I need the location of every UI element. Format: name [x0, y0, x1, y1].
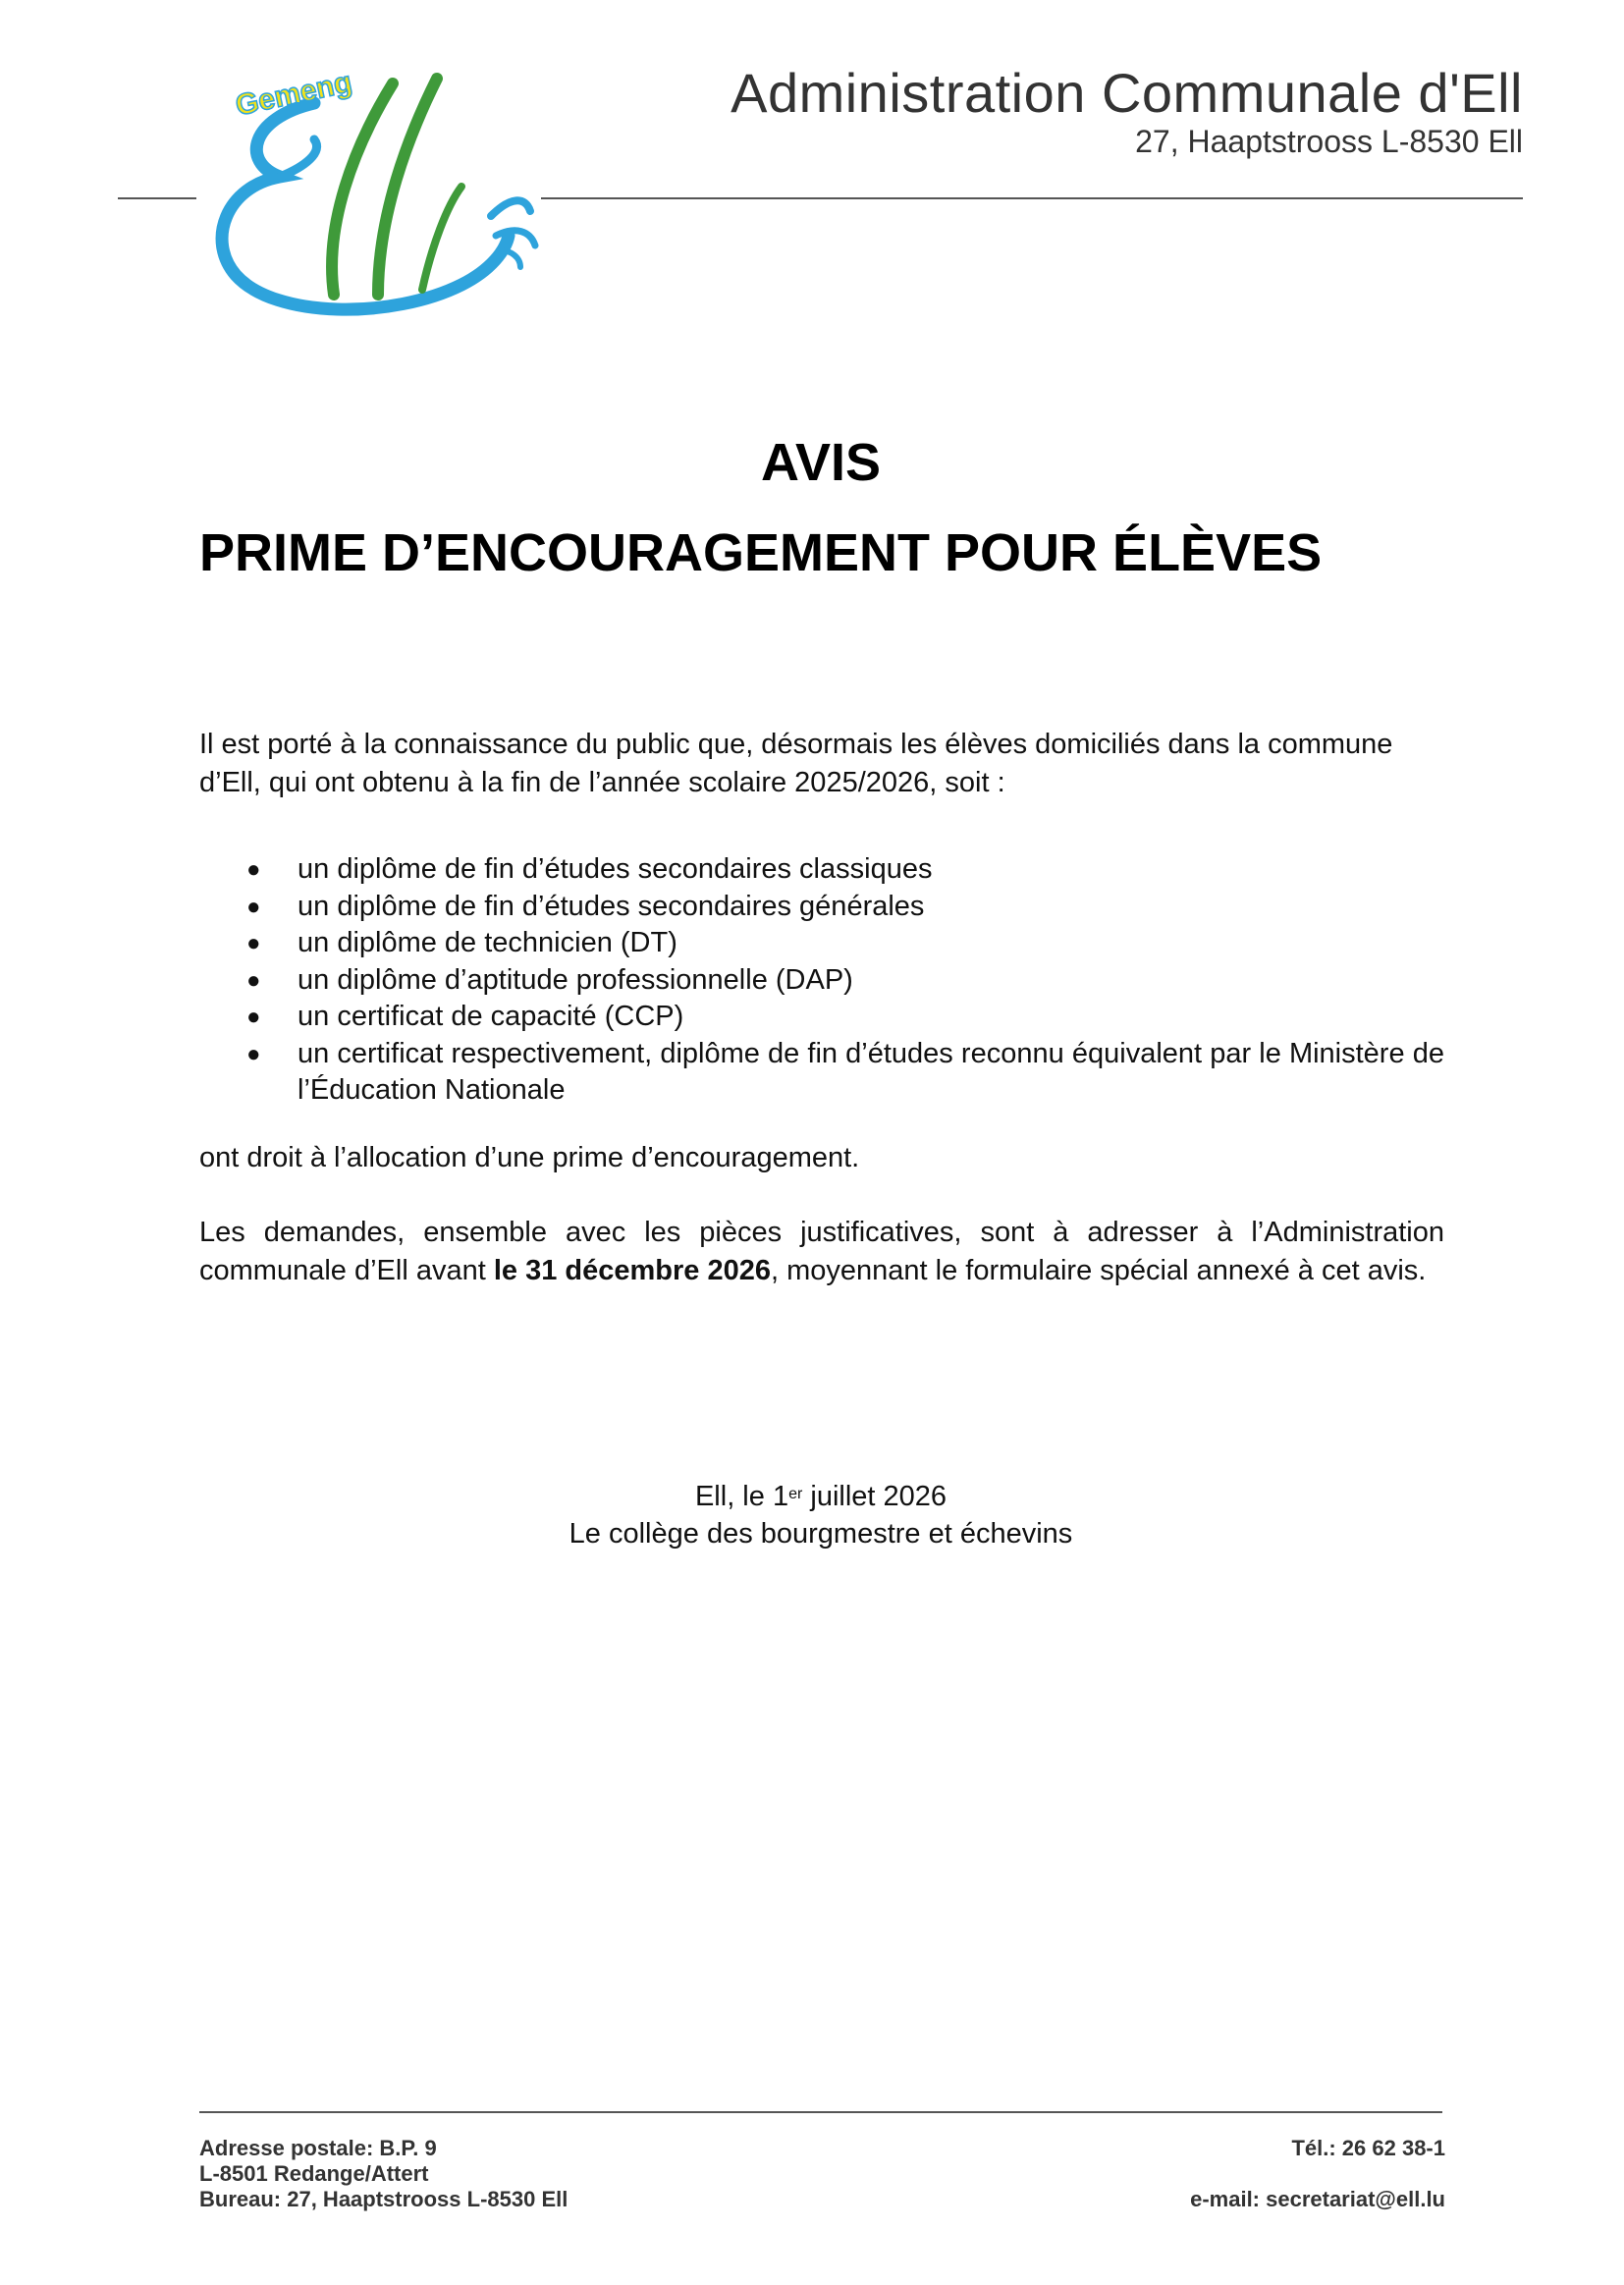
- date-rest: juillet 2026: [802, 1481, 947, 1512]
- list-item-text: un diplôme de fin d’études secondaires générales: [298, 890, 925, 922]
- footer-office-address: Bureau: 27, Haaptstrooss L-8530 Ell: [199, 2187, 568, 2211]
- list-item-text: un certificat respectivement, diplôme de fin d’études reconnu équivalent par le Ministère de l’Éducation Nationale: [298, 1037, 1444, 1106]
- bullet-icon: ●: [246, 856, 261, 883]
- list-item: [199, 889, 1444, 926]
- list-item-text: un certificat de capacité (CCP): [298, 1001, 684, 1032]
- logo-blue-curl: [280, 139, 317, 177]
- list-item-text: un diplôme d’aptitude professionnelle (DAP): [298, 963, 853, 996]
- list-item: [199, 1036, 1444, 1110]
- list-item: [199, 925, 1444, 962]
- bullet-icon: ●: [246, 1040, 261, 1067]
- bullet-icon: ●: [246, 893, 261, 920]
- list-item: [199, 999, 1444, 1036]
- commune-logo: [196, 49, 550, 334]
- footer-postal-city: L-8501 Redange/Attert: [199, 2161, 429, 2186]
- date-ordinal: er: [788, 1486, 803, 1502]
- notice-title: AVIS: [760, 433, 882, 492]
- demand-paragraph: [199, 1214, 1444, 1290]
- header-rule-right: [541, 197, 1523, 199]
- bullet-icon: ●: [246, 966, 261, 994]
- footer-postal-address: Adresse postale: B.P. 9: [199, 2136, 437, 2160]
- footer-email: e-mail: secretariat@ell.lu: [1190, 2187, 1445, 2211]
- logo-text: Gemeng: [233, 66, 355, 123]
- organization-address: 27, Haaptstrooss L-8530 Ell: [1135, 124, 1523, 159]
- header-rule-left: [118, 197, 196, 199]
- intro-paragraph: Il est porté à la connaissance du public que, désormais les élèves domiciliés dans la commune d’Ell, qui ont obtenu à la fin de l’année scolaire 2025/2026, soit :: [199, 729, 1393, 798]
- list-item-text: un diplôme de fin d’études secondaires classiques: [298, 853, 933, 885]
- list-item: [199, 851, 1444, 889]
- demand-text-end: , moyennant le formulaire spécial annexé à cet avis.: [770, 1255, 1427, 1286]
- logo-green-blade-3: [422, 187, 461, 290]
- signature-date: [0, 1478, 1624, 1515]
- footer-phone: Tél.: 26 62 38-1: [1291, 2136, 1445, 2160]
- bullet-icon: ●: [246, 930, 261, 956]
- notice-subtitle: PRIME D’ENCOURAGEMENT POUR ÉLÈVES: [199, 523, 1323, 582]
- list-item: [199, 962, 1444, 1000]
- signatory: Le collège des bourgmestre et échevins: [568, 1518, 1073, 1550]
- logo-droplet-1: [491, 200, 530, 216]
- footer-rule: [199, 2111, 1442, 2113]
- demand-text-start: Les demandes, ensemble avec les pièces justificatives, sont à adresser à l’Administration communale d’Ell avant: [199, 1217, 1444, 1286]
- organization-name: Administration Communale d'Ell: [731, 62, 1523, 124]
- date-prefix: Ell, le 1: [694, 1481, 789, 1512]
- bullet-icon: ●: [246, 1004, 261, 1030]
- outcome-paragraph: ont droit à l’allocation d’une prime d’encouragement.: [199, 1142, 860, 1173]
- list-item-text: un diplôme de technicien (DT): [298, 927, 677, 958]
- diploma-list: [199, 851, 1444, 1110]
- deadline-date: le 31 décembre 2026: [493, 1255, 771, 1286]
- logo-letters: Ell: [196, 49, 198, 50]
